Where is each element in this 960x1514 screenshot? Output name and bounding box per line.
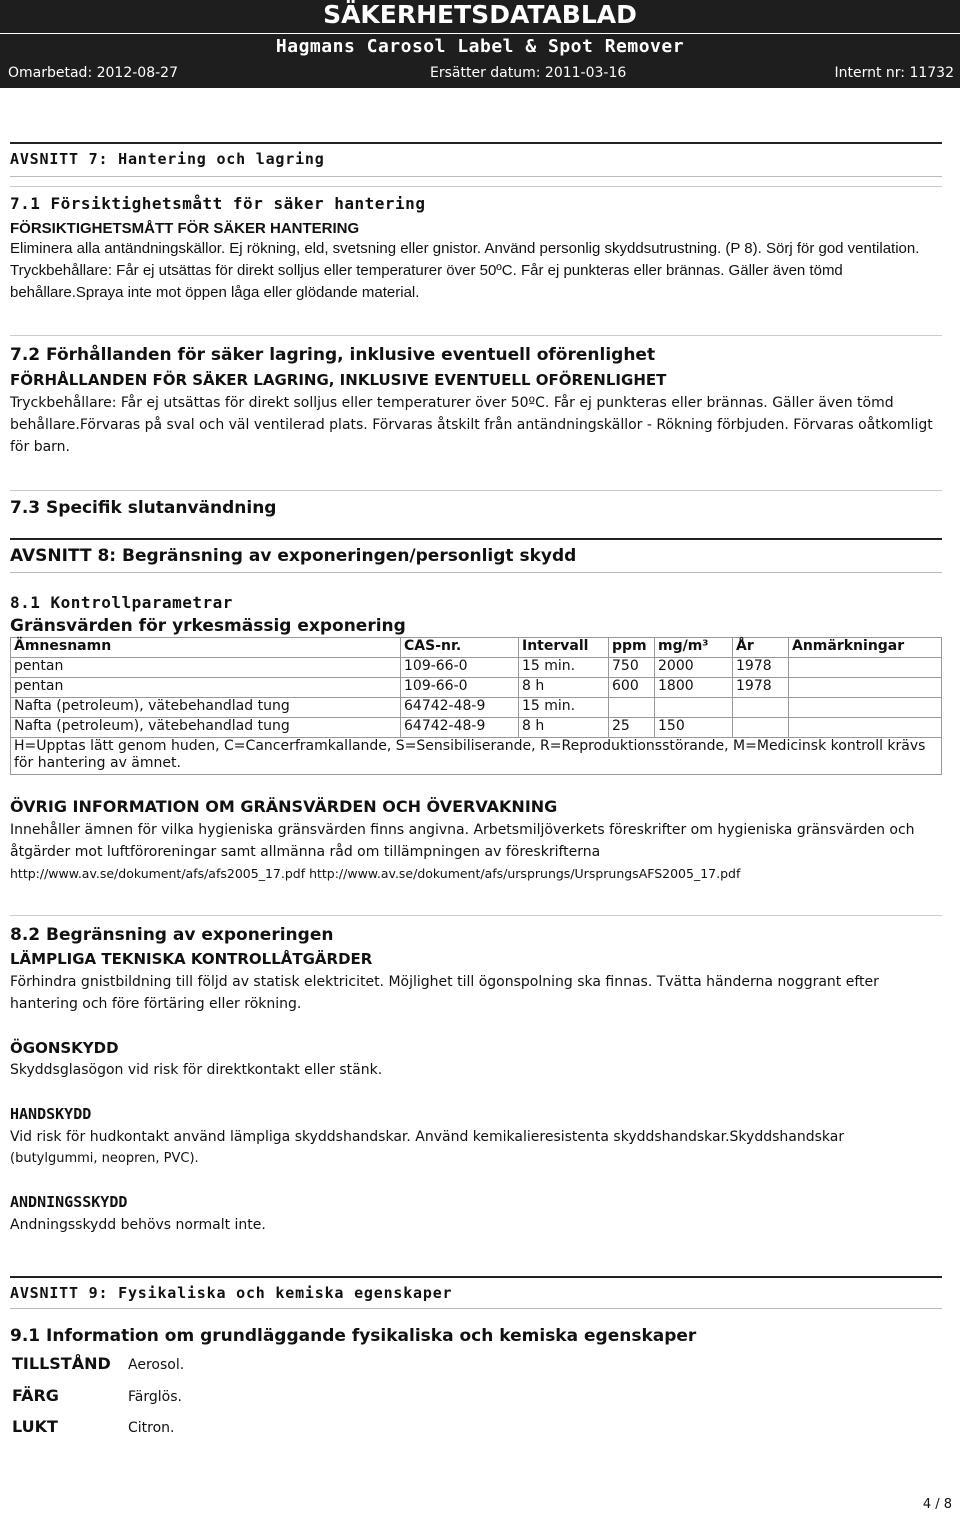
table-cell: 15 min. xyxy=(519,698,609,718)
hand-protection-text: Vid risk för hudkontakt använd lämpliga skyddshandskar. Använd kemikalieresistenta skyddshandskar.Skyddshandskar xyxy=(10,1129,845,1145)
respiratory-protection-text: Andningsskydd behövs normalt inte. xyxy=(10,1217,266,1233)
property-label: TILLSTÅND xyxy=(12,1354,111,1373)
divider xyxy=(10,915,942,916)
table-cell: 109-66-0 xyxy=(401,678,519,698)
internal-number: Internt nr: 11732 xyxy=(834,65,954,81)
section-7-3-title: 7.3 Specifik slutanvändning xyxy=(10,498,277,518)
col-header: CAS-nr. xyxy=(401,638,519,658)
table-cell xyxy=(789,658,942,678)
replaces-date: Ersätter datum: 2011-03-16 xyxy=(430,65,627,81)
table-cell: 25 xyxy=(609,718,655,738)
table-note: H=Upptas lätt genom huden, C=Cancerframkallande, S=Sensibiliserande, R=Reproduktionsstörande, M=Medicinsk kontroll krävs för hantering av ämnet. xyxy=(11,738,942,775)
technical-controls-text: Förhindra gnistbildning till följd av statisk elektricitet. Möjlighet till ögonspolning ska finnas. Tvätta händerna noggrant efter hantering och före förtäring eller rökning. xyxy=(10,974,879,1012)
table-row xyxy=(11,658,942,678)
table-cell xyxy=(789,698,942,718)
table-cell xyxy=(789,678,942,698)
table-cell xyxy=(655,698,733,718)
table-cell: Nafta (petroleum), vätebehandlad tung xyxy=(11,718,401,738)
section-7-heading: AVSNITT 7: Hantering och lagring xyxy=(10,142,942,177)
section-7-2-caps: FÖRHÅLLANDEN FÖR SÄKER LAGRING, INKLUSIVE EVENTUELL OFÖRENLIGHET xyxy=(10,371,667,389)
page-number: 4 / 8 xyxy=(922,1497,952,1512)
property-value: Färglös. xyxy=(128,1389,182,1405)
table-cell: 8 h xyxy=(519,678,609,698)
table-cell: 64742-48-9 xyxy=(401,718,519,738)
table-cell: 109-66-0 xyxy=(401,658,519,678)
table-cell: 1800 xyxy=(655,678,733,698)
table-cell: 600 xyxy=(609,678,655,698)
section-7-1-title: 7.1 Försiktighetsmått för säker hantering xyxy=(10,194,426,213)
section-8-1-title: 8.1 Kontrollparametrar xyxy=(10,593,233,612)
property-value: Aerosol. xyxy=(128,1357,185,1373)
table-cell: 2000 xyxy=(655,658,733,678)
table-cell: 64742-48-9 xyxy=(401,698,519,718)
section-8-heading: AVSNITT 8: Begränsning av exponeringen/personligt skydd xyxy=(10,538,942,573)
section-9-heading: AVSNITT 9: Fysikaliska och kemiska egenskaper xyxy=(10,1276,942,1309)
section-7-1-text: Eliminera alla antändningskällor. Ej rökning, eld, svetsning eller gnistor. Använd personlig skyddsutrustning. (P 8). Sörj för god ventilation. Tryckbehållare: Får ej utsättas för direkt solljus eller temperaturer över 50ºC. Får ej punkteras eller brännas. Gäller även tömd behållare.Spraya inte mot öppen låga eller glödande material. xyxy=(10,240,920,301)
section-9-1-title: 9.1 Information om grundläggande fysikaliska och kemiska egenskaper xyxy=(10,1326,697,1346)
table-cell: 150 xyxy=(655,718,733,738)
col-header: Ämnesnamn xyxy=(11,638,401,658)
technical-controls-title: LÄMPLIGA TEKNISKA KONTROLLÅTGÄRDER xyxy=(10,950,373,968)
section-7-2-text: Tryckbehållare: Får ej utsättas för direkt solljus eller temperaturer över 50ºC. Får ej punkteras eller brännas. Gäller även tömd behållare.Förvaras på sval och väl ventilerad plats. Förvaras åtskilt från antändningskällor - Rökning förbjuden. Förvaras oåtkomligt för barn. xyxy=(10,395,933,455)
hand-protection-title: HANDSKYDD xyxy=(10,1105,92,1123)
col-header: Anmärkningar xyxy=(789,638,942,658)
divider xyxy=(10,335,942,336)
exposure-limits-table xyxy=(10,637,942,775)
revised-date: Omarbetad: 2012-08-27 xyxy=(8,65,178,81)
property-label: FÄRG xyxy=(12,1386,59,1405)
divider xyxy=(10,186,942,187)
col-header: ppm xyxy=(609,638,655,658)
eye-protection-text: Skyddsglasögon vid risk för direktkontakt eller stänk. xyxy=(10,1062,383,1078)
col-header: År xyxy=(733,638,789,658)
col-header: mg/m³ xyxy=(655,638,733,658)
other-info-title: ÖVRIG INFORMATION OM GRÄNSVÄRDEN OCH ÖVERVAKNING xyxy=(10,797,558,816)
other-info-links: http://www.av.se/dokument/afs/afs2005_17.pdf http://www.av.se/dokument/afs/ursprungs/UrsprungsAFS2005_17.pdf xyxy=(10,866,741,881)
section-8-2-title: 8.2 Begränsning av exponeringen xyxy=(10,925,334,945)
table-cell xyxy=(733,718,789,738)
table-cell: Nafta (petroleum), vätebehandlad tung xyxy=(11,698,401,718)
table-cell xyxy=(733,698,789,718)
property-label: LUKT xyxy=(12,1417,58,1436)
document-title: SÄKERHETSDATABLAD xyxy=(323,0,637,29)
table-header-row xyxy=(11,638,942,658)
table-cell: 15 min. xyxy=(519,658,609,678)
table-note-row xyxy=(11,738,942,775)
table-cell xyxy=(789,718,942,738)
hand-protection-text-2: (butylgummi, neopren, PVC). xyxy=(10,1151,199,1166)
section-7-2-title: 7.2 Förhållanden för säker lagring, inklusive eventuell oförenlighet xyxy=(10,345,656,365)
table-row xyxy=(11,678,942,698)
table-cell: 1978 xyxy=(733,678,789,698)
limits-title: Gränsvärden för yrkesmässig exponering xyxy=(10,616,406,636)
table-cell: 750 xyxy=(609,658,655,678)
table-cell xyxy=(609,698,655,718)
table-cell: pentan xyxy=(11,678,401,698)
col-header: Intervall xyxy=(519,638,609,658)
other-info-text: Innehåller ämnen för vilka hygieniska gränsvärden finns angivna. Arbetsmiljöverkets föreskrifter om hygieniska gränsvärden och åtgärder mot luftföroreningar samt allmänna råd om tillämpningen av föreskrifterna xyxy=(10,822,915,860)
property-value: Citron. xyxy=(128,1420,175,1436)
header-divider xyxy=(0,33,960,34)
eye-protection-title: ÖGONSKYDD xyxy=(10,1039,119,1057)
table-row xyxy=(11,718,942,738)
respiratory-protection-title: ANDNINGSSKYDD xyxy=(10,1193,128,1211)
table-cell: 8 h xyxy=(519,718,609,738)
table-cell: pentan xyxy=(11,658,401,678)
table-row xyxy=(11,698,942,718)
product-name: Hagmans Carosol Label & Spot Remover xyxy=(275,36,685,57)
table-cell: 1978 xyxy=(733,658,789,678)
divider xyxy=(10,490,942,491)
section-7-1-caps: FÖRSIKTIGHETSMÅTT FÖR SÄKER HANTERING xyxy=(10,220,360,237)
